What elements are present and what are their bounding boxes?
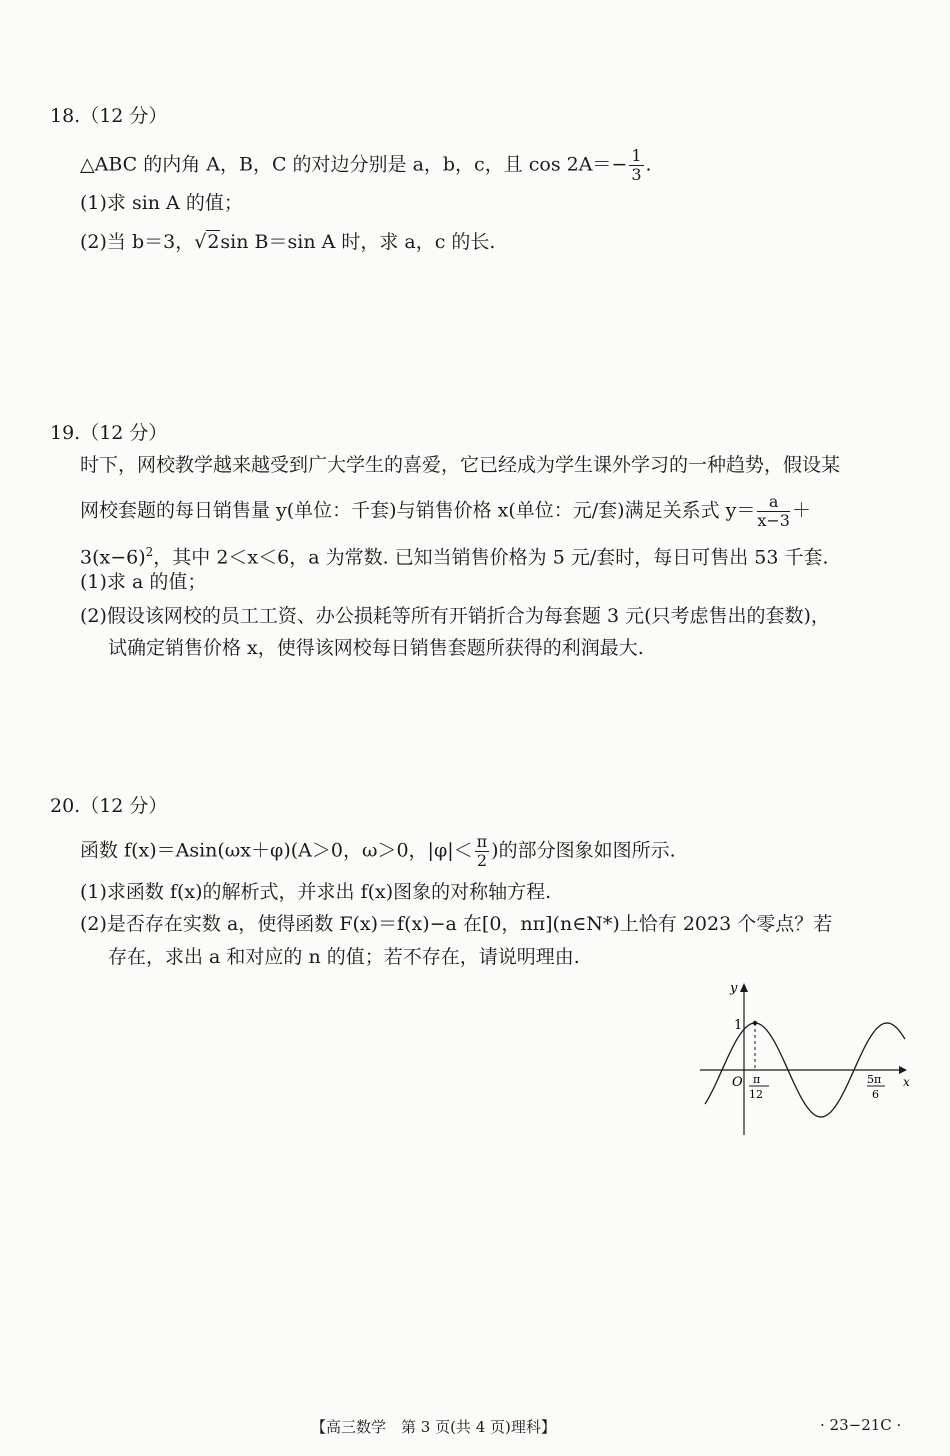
- q20-fraction-numerator: π: [476, 832, 488, 851]
- q18-part1: (1)求 sin A 的值；: [80, 192, 243, 214]
- q19-line1: 时下，网校教学越来越受到广大学生的喜爱，它已经成为学生课外学习的一种趋势，假设某: [80, 454, 841, 476]
- q18-part2: [80, 229, 495, 255]
- q18-heading: 18.（12 分）: [50, 105, 168, 127]
- q20-fraction-denominator: 2: [476, 851, 487, 870]
- q19-part1: (1)求 a 的值；: [80, 571, 207, 593]
- q19-fraction-denominator: x−3: [757, 511, 790, 530]
- q18-fraction-denominator: 3: [631, 165, 642, 184]
- q20-part1: (1)求函数 f(x)的解析式，并求出 f(x)图象的对称轴方程.: [80, 881, 552, 903]
- q19-heading: 19.（12 分）: [50, 422, 168, 444]
- q19-exponent: 2: [145, 545, 154, 559]
- q19-line3: [80, 539, 829, 570]
- q19-line2-text: 网校套题的每日销售量 y(单位：千套)与销售价格 x(单位：元/套)满足关系式 y＝: [80, 499, 756, 522]
- q18-sqrt-radicand: 2: [207, 231, 220, 253]
- q19-line2: [80, 494, 811, 529]
- tick1-denominator: 12: [749, 1088, 763, 1101]
- footer-page-info: 【高三数学 第 3 页(共 4 页)理科】: [311, 1418, 556, 1436]
- q18-part2-text-b: sin B＝sin A 时，求 a，c 的长.: [220, 231, 496, 253]
- tick1-numerator: π: [753, 1073, 761, 1086]
- q18-fraction-numerator: 1: [631, 146, 642, 165]
- q19-line3-text-a: 3(x−6): [80, 546, 146, 569]
- footer-code: · 23−21C ·: [820, 1416, 902, 1434]
- q19-line3-text-b: ，其中 2＜x＜6，a 为常数. 已知当销售价格为 5 元/套时，每日可售出 53 千套.: [153, 546, 829, 569]
- sqrt-symbol: √: [194, 231, 207, 253]
- q19-line2-plus: ＋: [791, 499, 811, 522]
- q18-stem: [80, 148, 652, 183]
- x-axis-label: x: [903, 1075, 910, 1089]
- origin-label: O: [732, 1075, 743, 1090]
- q20-stem-end: )的部分图象如图所示.: [491, 839, 676, 862]
- y-axis-label: y: [730, 981, 738, 996]
- y-value-one-label: 1: [734, 1018, 743, 1033]
- x-axis-arrow-icon: [899, 1066, 907, 1074]
- q19-part2-line1: (2)假设该网校的员工工资、办公损耗等所有开销折合为每套题 3 元(只考虑售出的套数)，: [80, 605, 830, 627]
- sine-graph-figure: [695, 975, 915, 1140]
- q18-fraction: [629, 148, 643, 183]
- tick2-denominator: 6: [872, 1088, 879, 1101]
- q18-stem-text: △ABC 的内角 A，B，C 的对边分别是 a，b，c，且 cos 2A＝−: [80, 153, 628, 176]
- q20-part2-line2: 存在，求出 a 和对应的 n 的值；若不存在，请说明理由.: [108, 946, 580, 968]
- q20-part2-line1: (2)是否存在实数 a，使得函数 F(x)＝f(x)−a 在[0，nπ](n∈N*)上恰有 2023 个零点？若: [80, 913, 833, 935]
- q20-stem-text: 函数 f(x)＝Asin(ωx＋φ)(A＞0，ω＞0，|φ|＜: [80, 839, 473, 862]
- q19-fraction-numerator: a: [757, 494, 790, 512]
- q18-part2-text-a: (2)当 b＝3，: [80, 231, 195, 253]
- y-axis-arrow-icon: [740, 983, 748, 992]
- q20-heading: 20.（12 分）: [50, 795, 168, 817]
- q19-part2-line2: 试确定销售价格 x，使得该网校每日销售套题所获得的利润最大.: [108, 637, 644, 659]
- q20-fraction: [475, 834, 490, 869]
- q19-fraction: [757, 494, 790, 529]
- q18-stem-end: .: [645, 153, 652, 176]
- q20-stem: [80, 834, 676, 869]
- tick2-numerator: 5π: [867, 1073, 882, 1086]
